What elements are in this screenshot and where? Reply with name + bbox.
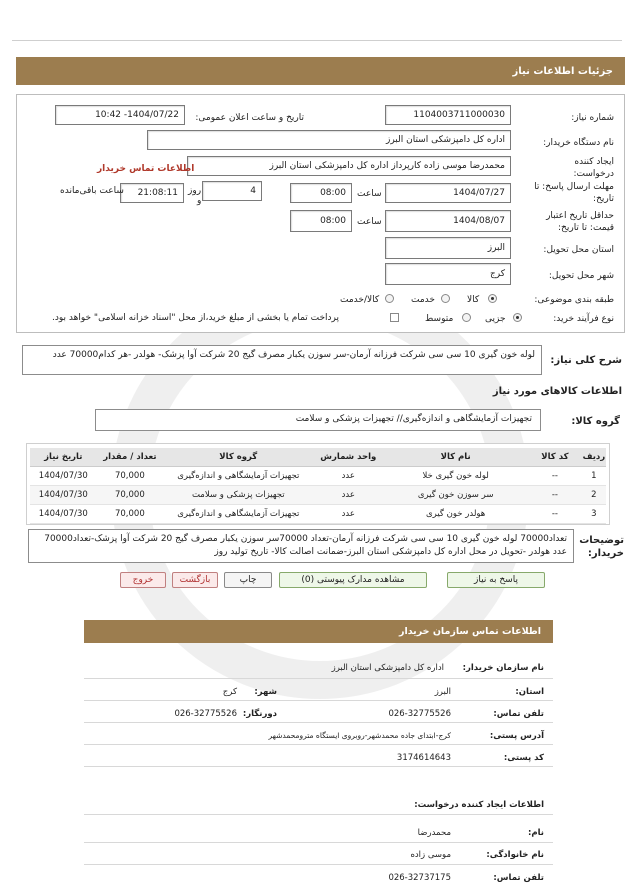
cell-group: تجهیزات آزمایشگاهی و اندازه‌گیری [163,466,313,485]
cell-unit: عدد [313,485,383,504]
col-name: نام کالا [383,448,528,466]
cell-unit: عدد [313,504,383,523]
table-row [30,485,606,504]
exit-button[interactable]: خروج [120,572,166,588]
col-qty: تعداد / مقدار [97,448,164,466]
deadline-label: مهلت ارسال پاسخ: تا تاریخ: [534,182,614,204]
category-option-service: خدمت [411,295,435,305]
contact-header [84,620,553,643]
goods-group-label: گروه کالا: [571,416,620,427]
contact-title: اطلاعات تماس سازمان خریدار [398,626,541,637]
creator-phone-label: تلفن تماس: [493,873,544,883]
phone-label: تلفن تماس: [493,709,544,719]
cell-code: -- [528,466,582,485]
deadline-time-field[interactable]: 08:00 [290,183,352,203]
category-option-both: کالا/خدمت [340,295,380,305]
cell-qty: 70,000 [97,504,164,523]
province-field: البرز [385,237,511,259]
summary-label: شرح کلی نیاز: [550,355,622,366]
print-button[interactable]: چاپ [224,572,272,588]
goods-group-box: تجهیزات آزمایشگاهی و اندازه‌گیری// تجهیزات پزشکی و سلامت [95,409,541,431]
payment-checkbox[interactable] [390,313,399,322]
process-radio-medium[interactable] [462,313,471,322]
divider [84,766,553,767]
col-date: تاریخ نیاز [30,448,97,466]
cell-date: 1404/07/30 [30,485,97,504]
attachments-button[interactable]: مشاهده مدارک پیوستی (0) [279,572,427,588]
need-number-label: شماره نیاز: [571,113,614,123]
divider [84,814,553,815]
cell-name: لوله خون گیری خلا [383,466,528,485]
reply-button[interactable]: پاسخ به نیاز [447,572,545,588]
category-radio-goods[interactable] [488,294,497,303]
province-label: استان محل تحویل: [543,245,614,255]
buyer-org-label: نام دستگاه خریدار: [543,138,614,148]
creator-phone-value: 026-32737175 [388,873,451,883]
postal-value: 3174614643 [396,753,451,763]
cell-qty: 70,000 [97,466,164,485]
payment-note: پرداخت تمام یا بخشی از مبلغ خرید،از محل "اسناد خزانه اسلامی" خواهد بود. [52,313,340,323]
min-validity-date-field[interactable]: 1404/08/07 [385,210,511,232]
family-label: نام خانوادگی: [486,850,544,860]
announce-label: تاریخ و ساعت اعلان عمومی: [195,113,304,123]
phone-value: 026-32775526 [388,709,451,719]
days-sub-label: و [197,196,202,206]
creator-label: ایجاد کننده درخواست: [573,157,614,179]
goods-table-header [30,448,606,466]
goods-table [30,448,606,524]
divider [84,864,553,865]
deadline-time-label: ساعت [357,189,382,199]
cell-unit: عدد [313,466,383,485]
category-radio-both[interactable] [385,294,394,303]
cell-row: 1 [582,466,606,485]
col-row: ردیف [582,448,606,466]
buyer-org-field: اداره کل دامپزشکی استان البرز [147,130,511,150]
divider [84,700,553,701]
goods-title: اطلاعات کالاهای مورد نیاز [492,386,622,397]
back-button[interactable]: بازگشت [172,572,218,588]
cell-group: تجهیزات پزشکی و سلامت [163,485,313,504]
cell-code: -- [528,485,582,504]
min-validity-time-label: ساعت [357,217,382,227]
category-label: طبقه بندی موضوعی: [534,295,614,305]
remaining-label: ساعت باقی‌مانده [60,186,124,196]
page-header [16,57,625,85]
province-value-contact: البرز [434,687,451,697]
divider [84,722,553,723]
fax-label: دورنگار: [242,709,277,719]
remaining-time-field: 21:08:11 [120,183,184,203]
days-label: روز [188,186,202,196]
min-validity-label: حداقل تاریخ اعتبار قیمت: تا تاریخ: [546,211,614,233]
days-field: 4 [202,181,262,201]
process-option-medium: متوسط [425,314,454,324]
fax-value: 026-32775526 [174,709,237,719]
page-title: جزئیات اطلاعات نیاز [512,65,613,77]
min-validity-time-field[interactable]: 08:00 [290,210,352,232]
col-group: گروه کالا [163,448,313,466]
category-radio-service[interactable] [441,294,450,303]
buyer-notes-label: توضیحات خریدار: [579,535,624,559]
divider [84,744,553,745]
buyer-contact-link[interactable]: اطلاعات تماس خریدار [97,164,195,174]
cell-name: سر سوزن خون گیری [383,485,528,504]
col-code: کد کالا [528,448,582,466]
address-label: آدرس پستی: [489,731,544,741]
cell-name: هولدر خون گیری [383,504,528,523]
table-row [30,504,606,523]
city-label-contact: شهر: [254,687,277,697]
category-option-goods: کالا [467,295,480,305]
buyer-notes-box: تعداد70000 لوله خون گیری 10 سی سی شرکت فرزانه آرمان-تعداد 70000سر سوزن یکبار مصرف گیج 20 شرکت آوا پزشک-تعداد70000 عدد هولدر -تحویل در محل اداره کل دامپزشکی استان البرز-ضمانت اصالت کالا- تاریخ تولید روز [28,529,574,563]
creator-header: اطلاعات ایجاد کننده درخواست: [414,800,544,810]
name-value: محمدرضا [417,828,451,838]
cell-qty: 70,000 [97,485,164,504]
announce-field: 1404/07/22- 10:42 [55,105,185,125]
process-option-minor: جزیی [485,314,506,324]
org-label: نام سازمان خریدار: [462,663,544,673]
city-value-contact: کرج [222,687,237,697]
cell-code: -- [528,504,582,523]
divider [84,678,553,679]
divider [84,842,553,843]
province-label-contact: استان: [515,687,544,697]
need-number-field: 1104003711000030 [385,105,511,125]
creator-field: محمدرضا موسی زاده کارپرداز اداره کل دامپزشکی استان البرز [187,156,511,176]
address-value: کرج-ابتدای جاده محمدشهر-روبروی ایستگاه مترومحمدشهر [268,731,451,740]
table-row [30,466,606,485]
city-label: شهر محل تحویل: [548,271,614,281]
process-label: نوع فرآیند خرید: [553,314,614,324]
cell-group: تجهیزات آزمایشگاهی و اندازه‌گیری [163,504,313,523]
family-value: موسی زاده [410,850,451,860]
cell-row: 2 [582,485,606,504]
cell-date: 1404/07/30 [30,504,97,523]
cell-row: 3 [582,504,606,523]
process-radio-minor[interactable] [513,313,522,322]
summary-box: لوله خون گیری 10 سی سی شرکت فرزانه آرمان-سر سوزن یکبار مصرف گیج 20 شرکت آوا پزشک- هولدر -هر کدام70000 عدد [22,345,542,375]
cell-date: 1404/07/30 [30,466,97,485]
deadline-date-field[interactable]: 1404/07/27 [385,183,511,203]
postal-label: کد پستی: [503,753,544,763]
col-unit: واحد شمارش [313,448,383,466]
city-field: کرج [385,263,511,285]
org-value: اداره کل دامپزشکی استان البرز [331,663,444,673]
name-label: نام: [527,828,544,838]
